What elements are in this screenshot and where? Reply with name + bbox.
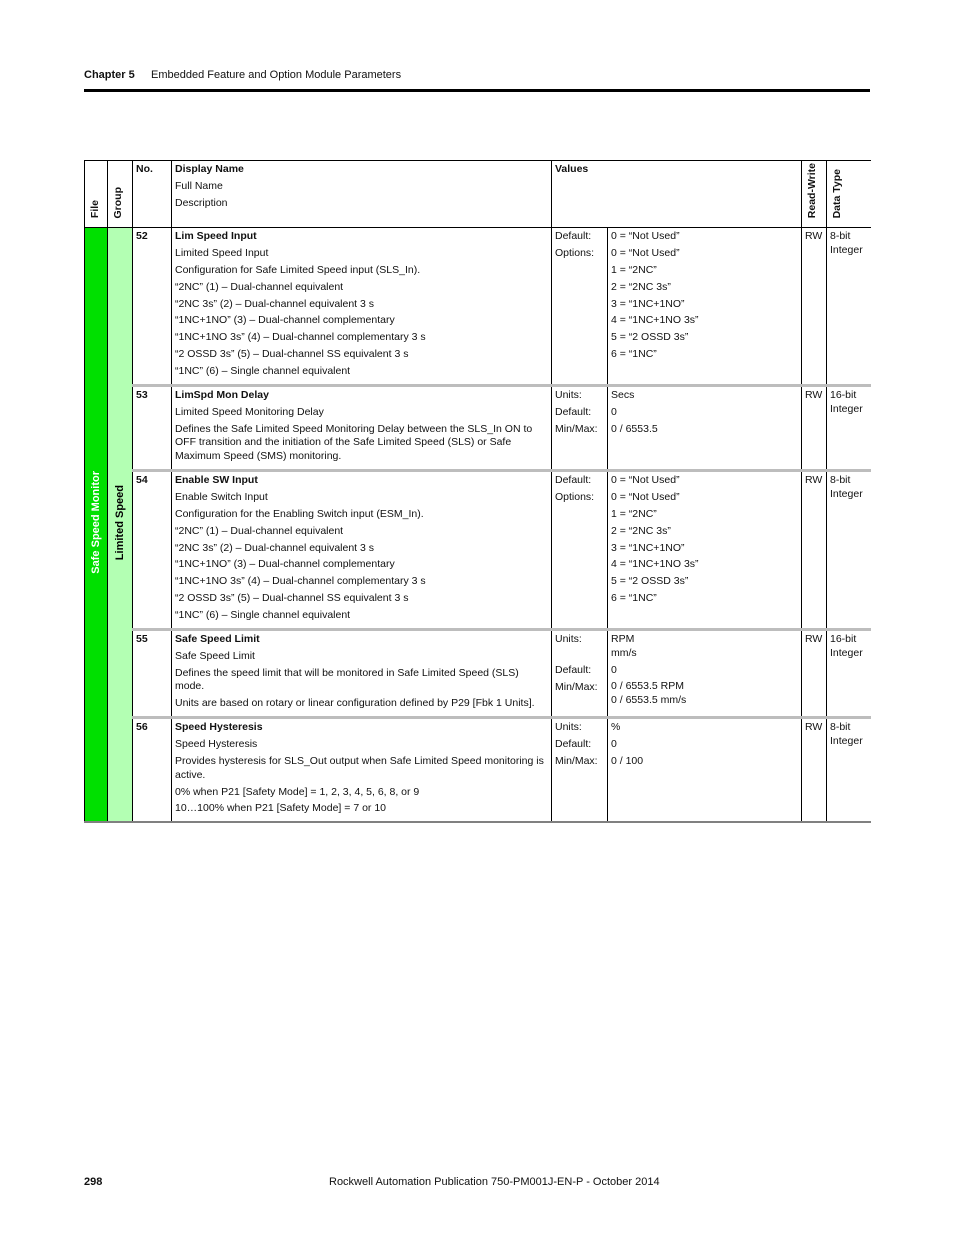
value-labels [552,629,608,717]
value-entry: mm/s [611,646,637,659]
table-row [85,629,871,717]
value-values [608,228,802,386]
value-entry: 0 / 6553.5 [611,422,658,435]
param-display [172,228,552,386]
display-name-label: Display Name [175,163,244,175]
param-name: Enable SW Input [175,474,258,487]
param-desc-line: “2 OSSD 3s” (5) – Dual-channel SS equivalent 3 s [175,348,409,361]
param-name: Speed Hysteresis [175,721,263,734]
param-display [172,385,552,470]
col-data-type-header: Data Type [827,161,871,228]
col-no-header: No. [133,161,172,228]
param-name: LimSpd Mon Delay [175,388,269,401]
value-entry: 0 / 6553.5 RPM [611,680,684,693]
param-display [172,471,552,630]
value-entry: Secs [611,388,635,401]
value-values [608,385,802,470]
value-label: Min/Max: [555,680,598,693]
param-number: 55 [133,629,172,717]
param-number: 53 [133,385,172,470]
param-desc-line: “1NC” (6) – Single channel equivalent [175,364,351,377]
param-desc-line: “2NC 3s” (2) – Dual-channel equivalent 3 s [175,541,375,554]
value-entry: 6 = “1NC” [611,348,657,361]
value-entry: 4 = “1NC+1NO 3s” [611,314,699,327]
value-entry: RPM [611,632,635,645]
value-entry: 1 = “2NC” [611,263,657,276]
value-entry: 2 = “2NC 3s” [611,524,671,537]
param-desc-line: “1NC+1NO” (3) – Dual-channel complementary [175,314,395,327]
description-label: Description [175,196,228,209]
col-display-name-header [172,161,552,228]
param-desc-line: “1NC+1NO” (3) – Dual-channel complementary [175,558,395,571]
table-header-row [85,161,871,228]
param-desc-line: Defines the Safe Limited Speed Monitoring Delay between the SLS_In ON to OFF transition and the initiation of the Safe Limited Speed (SLS) or Safe Maximum Speed (SMS) monitoring. [175,422,533,463]
data-type-value: 8-bit Integer [827,718,871,823]
value-label: Options: [555,246,595,259]
param-display [172,629,552,717]
value-label: Min/Max: [555,422,598,435]
data-type-value: 16-bit Integer [827,385,871,470]
publication-info: Rockwell Automation Publication 750-PM001J-EN-P - October 2014 [329,1176,660,1188]
table-row [85,385,871,470]
param-desc-line: “1NC+1NO 3s” (4) – Dual-channel complementary 3 s [175,575,426,588]
value-entry: 3 = “1NC+1NO” [611,297,685,310]
param-desc-line: “2 OSSD 3s” (5) – Dual-channel SS equivalent 3 s [175,592,409,605]
value-entry: 0 [611,738,617,751]
value-entry: 1 = “2NC” [611,507,657,520]
param-desc-line: 10…100% when P21 [Safety Mode] = 7 or 10 [175,802,387,815]
page-header [84,67,870,83]
value-labels [552,385,608,470]
value-entry: 0 / 100 [611,754,644,767]
param-desc-line: “2NC” (1) – Dual-channel equivalent [175,524,344,537]
value-entry: 2 = “2NC 3s” [611,280,671,293]
value-entry: 5 = “2 OSSD 3s” [611,575,689,588]
value-values [608,718,802,823]
col-read-write-header: Read-Write [802,161,827,228]
value-entry: 0 = “Not Used” [611,230,680,243]
param-number: 52 [133,228,172,386]
value-label: Default: [555,405,592,418]
param-desc-line: Configuration for the Enabling Switch input (ESM_In). [175,507,424,520]
group-band [108,228,133,823]
chapter-title: Embedded Feature and Option Module Parameters [151,69,402,81]
file-band [85,228,108,823]
parameter-table [84,160,871,823]
value-label: Units: [555,632,582,645]
param-name: Lim Speed Input [175,230,257,243]
full-name-label: Full Name [175,179,223,192]
param-desc-line: 0% when P21 [Safety Mode] = 1, 2, 3, 4, 5, 6, 8, or 9 [175,785,420,798]
read-write-value: RW [802,629,827,717]
value-labels [552,228,608,386]
param-desc-line: “2NC 3s” (2) – Dual-channel equivalent 3 s [175,297,375,310]
read-write-value: RW [802,228,827,386]
param-desc-line: Defines the speed limit that will be monitored in Safe Limited Speed (SLS) mode. [175,666,519,693]
value-entry: 4 = “1NC+1NO 3s” [611,558,699,571]
value-entry: % [611,721,621,734]
param-full-name: Enable Switch Input [175,490,268,503]
value-entry: 0 / 6553.5 mm/s [611,694,687,707]
param-display [172,718,552,823]
col-group-header: Group [108,161,133,228]
param-desc-line: Provides hysteresis for SLS_Out output when Safe Limited Speed monitoring is active. [175,754,544,781]
value-entry: 3 = “1NC+1NO” [611,541,685,554]
data-type-value: 8-bit Integer [827,471,871,630]
spacer [555,647,604,661]
param-desc-line: “1NC+1NO 3s” (4) – Dual-channel complementary 3 s [175,331,426,344]
value-entry: 0 = “Not Used” [611,474,680,487]
value-label: Units: [555,721,582,734]
value-label: Default: [555,230,592,243]
value-entry: 0 = “Not Used” [611,490,680,503]
param-number: 54 [133,471,172,630]
read-write-value: RW [802,718,827,823]
data-type-value: 16-bit Integer [827,629,871,717]
header-rule [84,89,870,92]
value-entry: 0 = “Not Used” [611,246,680,259]
table-row [85,718,871,823]
file-label: Safe Speed Monitor [89,470,102,574]
value-labels [552,718,608,823]
param-full-name: Safe Speed Limit [175,649,255,662]
value-label: Units: [555,388,582,401]
value-entry: 6 = “1NC” [611,592,657,605]
value-labels [552,471,608,630]
value-entry: 0 [611,663,617,676]
value-values [608,471,802,630]
data-type-value: 8-bit Integer [827,228,871,386]
value-entry: 5 = “2 OSSD 3s” [611,331,689,344]
read-write-value: RW [802,385,827,470]
param-desc-line: “1NC” (6) – Single channel equivalent [175,609,351,621]
param-full-name: Speed Hysteresis [175,738,258,751]
value-entry: 0 [611,405,617,418]
param-desc-line: Configuration for Safe Limited Speed input (SLS_In). [175,263,421,276]
param-full-name: Limited Speed Input [175,246,269,259]
chapter-label: Chapter 5 [84,69,135,81]
col-file-header: File [85,161,108,228]
page-footer [84,1174,870,1190]
value-label: Options: [555,490,595,503]
value-values [608,629,802,717]
param-desc-line: Units are based on rotary or linear configuration defined by P29 [Fbk 1 Units]. [175,697,535,710]
table-row [85,228,871,386]
value-label: Default: [555,474,592,487]
read-write-value: RW [802,471,827,630]
param-name: Safe Speed Limit [175,632,260,645]
value-label: Default: [555,738,592,751]
col-values-header: Values [552,161,802,228]
table-row [85,471,871,630]
page-number: 298 [84,1176,103,1188]
param-full-name: Limited Speed Monitoring Delay [175,405,324,418]
param-desc-line: “2NC” (1) – Dual-channel equivalent [175,280,344,293]
param-number: 56 [133,718,172,823]
value-label: Min/Max: [555,754,598,767]
value-label: Default: [555,663,592,676]
group-label: Limited Speed [113,484,126,560]
